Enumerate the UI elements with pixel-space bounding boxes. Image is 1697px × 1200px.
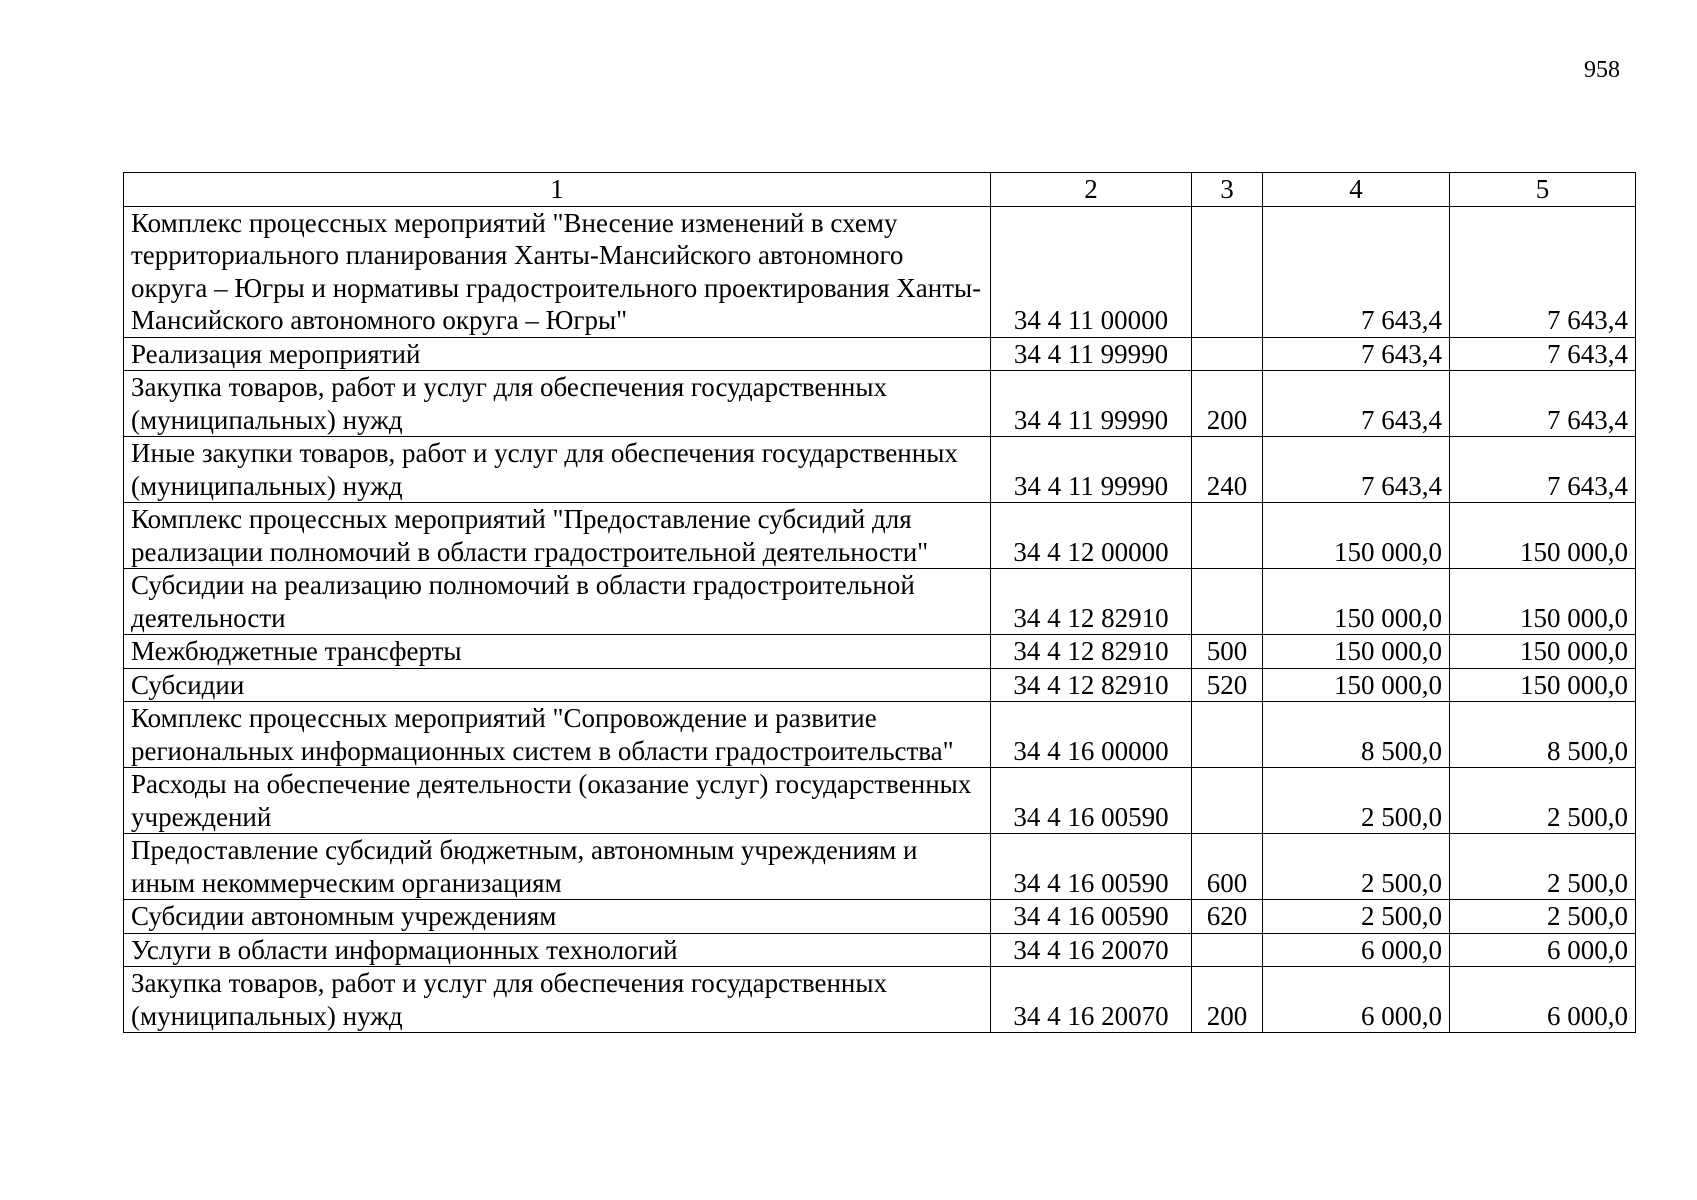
row-expense-type-cell: 520 — [1192, 668, 1263, 702]
row-name-cell: Комплекс процессных мероприятий "Предоставление субсидий для реализации полномочий в области градостроительной деятельности" — [124, 503, 991, 569]
row-amount-cell-col-5: 2 500,0 — [1450, 768, 1636, 834]
row-amount-cell-col-4: 7 643,4 — [1263, 371, 1450, 437]
row-amount-cell-col-4: 7 643,4 — [1263, 437, 1450, 503]
table-row — [124, 900, 1636, 934]
row-amount-cell-col-5: 2 500,0 — [1450, 900, 1636, 934]
row-amount-cell-col-5: 7 643,4 — [1450, 371, 1636, 437]
table-row — [124, 933, 1636, 967]
table-row — [124, 206, 1636, 337]
row-amount-cell-col-4: 150 000,0 — [1263, 668, 1450, 702]
row-amount-cell-col-5: 2 500,0 — [1450, 834, 1636, 900]
row-amount-cell-col-5: 150 000,0 — [1450, 635, 1636, 669]
row-amount-cell-col-5: 150 000,0 — [1450, 569, 1636, 635]
header-cell-col-3: 3 — [1192, 173, 1263, 207]
row-name-cell: Субсидии автономным учреждениям — [124, 900, 991, 934]
row-code-cell: 34 4 16 20070 — [991, 967, 1192, 1033]
row-code-cell: 34 4 16 00590 — [991, 834, 1192, 900]
row-expense-type-cell — [1192, 337, 1263, 371]
row-code-cell: 34 4 11 00000 — [991, 206, 1192, 337]
row-amount-cell-col-4: 150 000,0 — [1263, 635, 1450, 669]
header-cell-col-1: 1 — [124, 173, 991, 207]
row-expense-type-cell: 200 — [1192, 967, 1263, 1033]
table-row — [124, 337, 1636, 371]
row-expense-type-cell — [1192, 503, 1263, 569]
row-amount-cell-col-4: 150 000,0 — [1263, 569, 1450, 635]
row-amount-cell-col-5: 7 643,4 — [1450, 206, 1636, 337]
row-name-cell: Услуги в области информационных технологий — [124, 933, 991, 967]
header-cell-col-4: 4 — [1263, 173, 1450, 207]
row-expense-type-cell — [1192, 933, 1263, 967]
row-amount-cell-col-4: 150 000,0 — [1263, 503, 1450, 569]
row-code-cell: 34 4 16 20070 — [991, 933, 1192, 967]
row-name-cell: Субсидии — [124, 668, 991, 702]
row-code-cell: 34 4 16 00000 — [991, 702, 1192, 768]
row-name-cell: Закупка товаров, работ и услуг для обеспечения государственных (муниципальных) нужд — [124, 371, 991, 437]
row-amount-cell-col-5: 7 643,4 — [1450, 437, 1636, 503]
header-cell-col-2: 2 — [991, 173, 1192, 207]
table-row — [124, 503, 1636, 569]
row-amount-cell-col-4: 2 500,0 — [1263, 834, 1450, 900]
row-code-cell: 34 4 16 00590 — [991, 900, 1192, 934]
table-row — [124, 834, 1636, 900]
row-amount-cell-col-5: 7 643,4 — [1450, 337, 1636, 371]
header-cell-col-5: 5 — [1450, 173, 1636, 207]
row-expense-type-cell — [1192, 206, 1263, 337]
table-row — [124, 371, 1636, 437]
row-name-cell: Расходы на обеспечение деятельности (оказание услуг) государственных учреждений — [124, 768, 991, 834]
row-code-cell: 34 4 11 99990 — [991, 371, 1192, 437]
row-amount-cell-col-4: 7 643,4 — [1263, 337, 1450, 371]
row-code-cell: 34 4 12 82910 — [991, 635, 1192, 669]
table-row — [124, 437, 1636, 503]
row-code-cell: 34 4 12 00000 — [991, 503, 1192, 569]
row-name-cell: Субсидии на реализацию полномочий в области градостроительной деятельности — [124, 569, 991, 635]
row-amount-cell-col-4: 6 000,0 — [1263, 933, 1450, 967]
row-amount-cell-col-4: 7 643,4 — [1263, 206, 1450, 337]
row-name-cell: Иные закупки товаров, работ и услуг для обеспечения государственных (муниципальных) нужд — [124, 437, 991, 503]
row-amount-cell-col-5: 150 000,0 — [1450, 503, 1636, 569]
row-amount-cell-col-4: 6 000,0 — [1263, 967, 1450, 1033]
row-code-cell: 34 4 16 00590 — [991, 768, 1192, 834]
row-code-cell: 34 4 12 82910 — [991, 668, 1192, 702]
row-amount-cell-col-4: 2 500,0 — [1263, 768, 1450, 834]
row-name-cell: Закупка товаров, работ и услуг для обеспечения государственных (муниципальных) нужд — [124, 967, 991, 1033]
row-amount-cell-col-5: 150 000,0 — [1450, 668, 1636, 702]
row-expense-type-cell: 200 — [1192, 371, 1263, 437]
row-expense-type-cell — [1192, 768, 1263, 834]
row-code-cell: 34 4 11 99990 — [991, 437, 1192, 503]
row-name-cell: Комплекс процессных мероприятий "Внесение изменений в схему территориального планирования Ханты-Мансийского автономного округа – Югры и нормативы градостроительного проектирования Ханты-Мансийского автономного округа – Югры" — [124, 206, 991, 337]
row-name-cell: Межбюджетные трансферты — [124, 635, 991, 669]
table-row — [124, 668, 1636, 702]
row-amount-cell-col-4: 8 500,0 — [1263, 702, 1450, 768]
row-expense-type-cell — [1192, 702, 1263, 768]
table-row — [124, 768, 1636, 834]
row-expense-type-cell: 240 — [1192, 437, 1263, 503]
row-expense-type-cell: 500 — [1192, 635, 1263, 669]
row-amount-cell-col-5: 8 500,0 — [1450, 702, 1636, 768]
row-code-cell: 34 4 11 99990 — [991, 337, 1192, 371]
row-amount-cell-col-5: 6 000,0 — [1450, 967, 1636, 1033]
row-name-cell: Предоставление субсидий бюджетным, автономным учреждениям и иным некоммерческим организациям — [124, 834, 991, 900]
table-row — [124, 635, 1636, 669]
table-row — [124, 569, 1636, 635]
row-amount-cell-col-4: 2 500,0 — [1263, 900, 1450, 934]
page-number: 958 — [1584, 57, 1620, 83]
budget-table — [123, 172, 1636, 1033]
row-name-cell: Комплекс процессных мероприятий "Сопровождение и развитие региональных информационных систем в области градостроительства" — [124, 702, 991, 768]
table-header-row — [124, 173, 1636, 207]
row-expense-type-cell: 600 — [1192, 834, 1263, 900]
row-expense-type-cell: 620 — [1192, 900, 1263, 934]
table-row — [124, 967, 1636, 1033]
row-amount-cell-col-5: 6 000,0 — [1450, 933, 1636, 967]
table-body — [124, 173, 1636, 1033]
row-name-cell: Реализация мероприятий — [124, 337, 991, 371]
table-row — [124, 702, 1636, 768]
row-expense-type-cell — [1192, 569, 1263, 635]
row-code-cell: 34 4 12 82910 — [991, 569, 1192, 635]
